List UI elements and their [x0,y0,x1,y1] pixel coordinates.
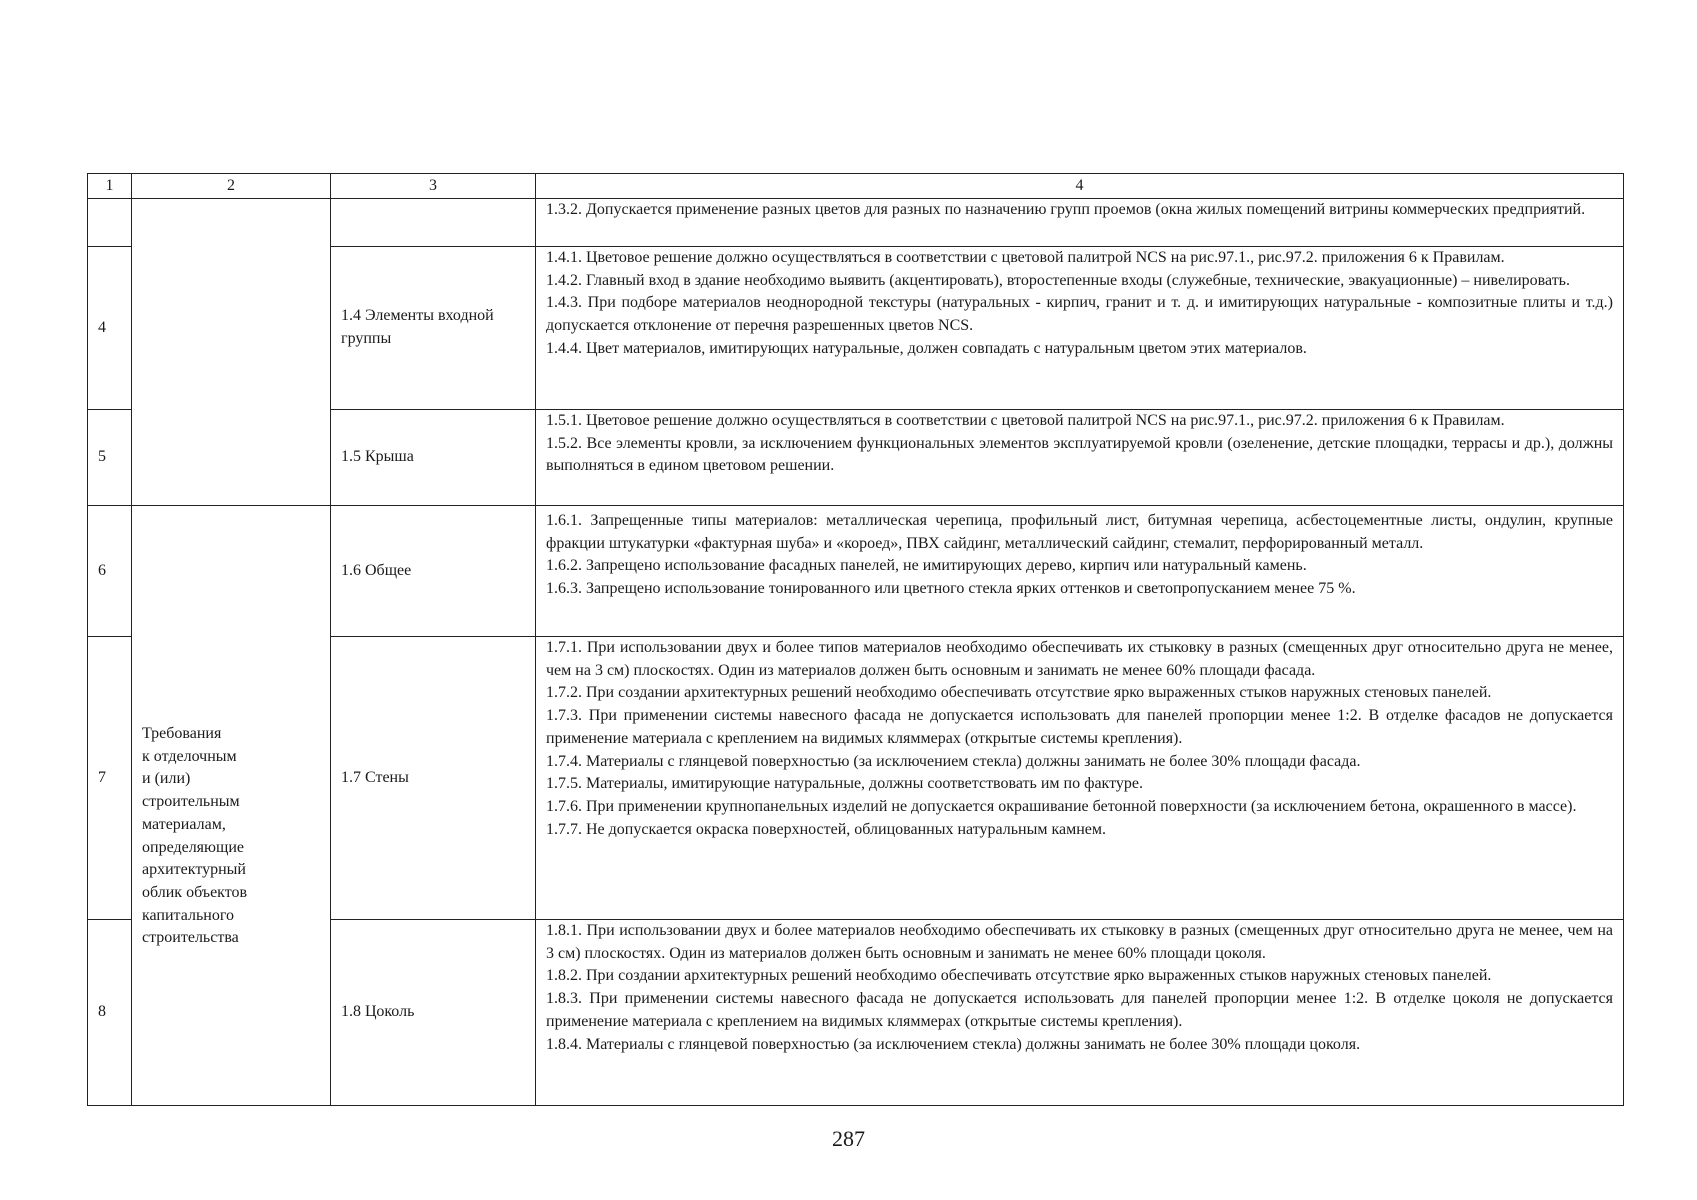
row-number [88,199,132,247]
requirement-paragraph: 1.8.3. При применении системы навесного фасада не допускается использовать для панелей пропорции менее 1:2. В отделке цоколя не допускается применение материала с креплением на видимых кляммерах (открытые системы крепления). [546,990,1613,1030]
requirement-paragraph: 1.8.4. Материалы с глянцевой поверхностью (за исключением стекла) должны занимать не более 30% площади цоколя. [546,1035,1361,1053]
table-row [88,506,1624,637]
row-number: 4 [88,247,132,410]
requirement-paragraph: 1.7.2. При создании архитектурных решений необходимо обеспечивать отсутствие ярко выраженных стыков наружных стеновых панелей. [546,684,1492,702]
requirement-paragraph: 1.6.3. Запрещено использование тонированного или цветного стекла ярких оттенков и светопропусканием менее 75 %. [546,580,1356,598]
requirement-paragraph: 1.8.2. При создании архитектурных решений необходимо обеспечивать отсутствие ярко выраженных стыков наружных стеновых панелей. [546,967,1492,985]
row-topic: 1.8 Цоколь [331,920,536,1106]
requirement-paragraph: 1.7.3. При применении системы навесного фасада не допускается использовать для панелей пропорции менее 1:2. В отделке фасадов не допускается применение материала с креплением на видимых кляммерах (открытые системы крепления). [546,707,1613,747]
row-requirements [536,506,1624,637]
row-requirements [536,410,1624,506]
category-cell-empty [132,199,331,506]
table-header-row [88,174,1624,199]
row-number: 6 [88,506,132,637]
requirement-paragraph: 1.7.4. Материалы с глянцевой поверхностью (за исключением стекла) должны занимать не более 30% площади фасада. [546,752,1361,770]
requirement-paragraph: 1.7.1. При использовании двух и более типов материалов необходимо обеспечивать их стыковку в разных (смещенных друг относительно друга не менее, чем на 3 см) плоскостях. Один из материалов должен быть основным и занимать не менее 60% площади фасада. [546,639,1613,679]
row-topic [331,199,536,247]
row-requirements [536,199,1624,247]
row-topic: 1.6 Общее [331,506,536,637]
category-cell [132,506,331,1106]
requirement-paragraph: 1.7.5. Материалы, имитирующие натуральные, должны соответствовать им по фактуре. [546,775,1143,793]
requirement-paragraph: 1.4.4. Цвет материалов, имитирующих натуральные, должен совпадать с натуральным цветом этих материалов. [546,339,1307,357]
requirement-paragraph: 1.4.3. При подборе материалов неоднородной текстуры (натуральных - кирпич, гранит и т. д. и имитирующих натуральные - композитные плиты и т.д.) допускается отклонение от перечня разрешенных цветов NCS. [546,294,1613,335]
requirement-paragraph: 1.5.2. Все элементы кровли, за исключением функциональных элементов эксплуатируемой кровли (озеленение, детские площадки, террасы и др.), должны выполняться в едином цветовом решении. [546,434,1613,475]
row-number: 7 [88,637,132,920]
category-label: Требования к отделочным и (или) строительным материалам, определяющие архитектурный облик объектов капитального строительства [142,724,248,947]
table-row [88,199,1624,247]
row-number: 8 [88,920,132,1106]
row-requirements [536,920,1624,1106]
row-requirements [536,637,1624,920]
page-number: 287 [832,1126,865,1151]
requirement-paragraph: 1.5.1. Цветовое решение должно осуществляться в соответствии с цветовой палитрой NCS на рис.97.1., рис.97.2. приложения 6 к Правилам. [546,412,1505,429]
row-requirements [536,247,1624,410]
requirement-paragraph: 1.4.2. Главный вход в здание необходимо выявить (акцентировать), второстепенные входы (служебные, технические, эвакуационные) – нивелировать. [546,271,1570,289]
row-topic: 1.5 Крыша [331,410,536,506]
row-topic: 1.4 Элементы входной группы [331,247,536,410]
requirement-paragraph: 1.3.2. Допускается применение разных цветов для разных по назначению групп проемов (окна жилых помещений витрины коммерческих предприятий. [546,201,1586,218]
header-cell: 4 [536,174,1624,199]
requirement-paragraph: 1.6.1. Запрещенные типы материалов: металлическая черепица, профильный лист, битумная черепица, асбестоцементные листы, ондулин, крупные фракции штукатурки «фактурная шуба» и «короед», ПВХ сайдинг, металлический сайдинг, стемалит, перфорированный металл. [546,512,1613,552]
header-cell: 1 [88,174,132,199]
row-topic: 1.7 Стены [331,637,536,920]
requirements-table [87,173,1624,1106]
requirement-paragraph: 1.7.7. Не допускается окраска поверхностей, облицованных натуральным камнем. [546,820,1107,838]
requirement-paragraph: 1.8.1. При использовании двух и более материалов необходимо обеспечивать их стыковку в разных (смещенных друг относительно друга не менее, чем на 3 см) плоскостях. Один из материалов должен быть основным и занимать не менее 60% площади цоколя. [546,922,1613,962]
row-number: 5 [88,410,132,506]
requirement-paragraph: 1.6.2. Запрещено использование фасадных панелей, не имитирующих дерево, кирпич или натуральный камень. [546,557,1307,575]
header-cell: 3 [331,174,536,199]
requirement-paragraph: 1.4.1. Цветовое решение должно осуществляться в соответствии с цветовой палитрой NCS на рис.97.1., рис.97.2. приложения 6 к Правилам. [546,249,1505,266]
header-cell: 2 [132,174,331,199]
requirement-paragraph: 1.7.6. При применении крупнопанельных изделий не допускается окрашивание бетонной поверхности (за исключением бетона, окрашенного в массе). [546,798,1577,816]
